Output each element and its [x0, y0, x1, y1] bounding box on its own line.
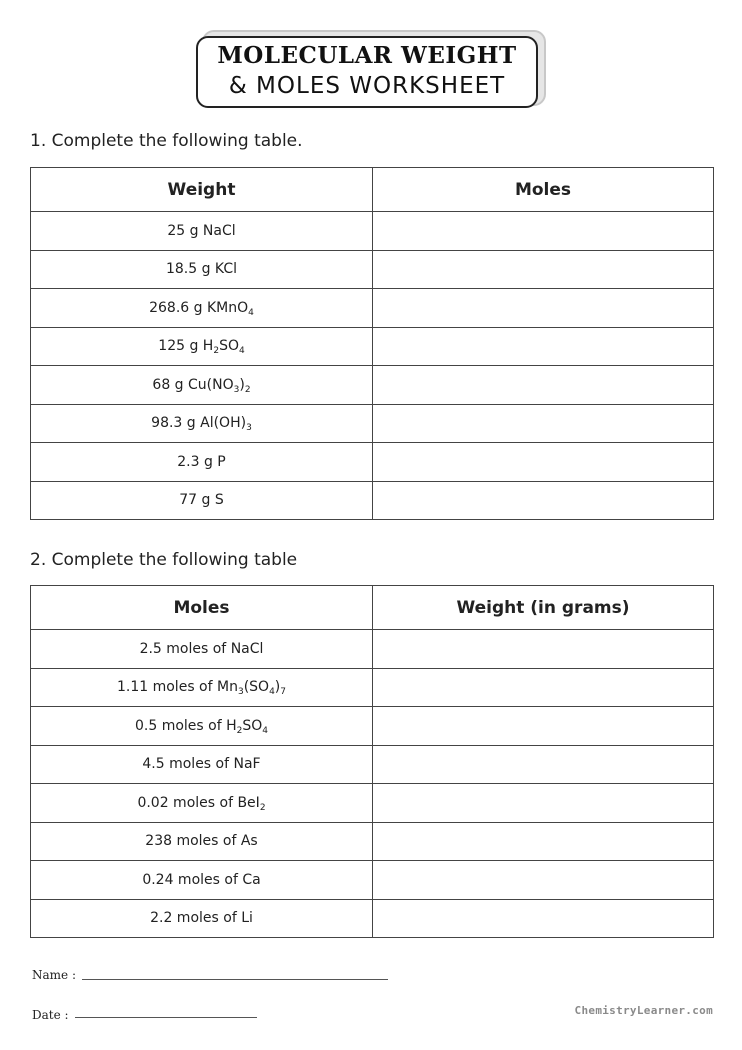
name-field[interactable]: [82, 979, 388, 980]
given-quantity-cell: [31, 707, 373, 746]
quantity-text: 125 g H: [158, 338, 214, 355]
quantity-text: 2.2 moles of Li: [150, 910, 253, 927]
given-quantity-cell: [31, 668, 373, 707]
answer-cell[interactable]: [373, 327, 714, 366]
answer-cell[interactable]: [373, 861, 714, 900]
given-quantity-cell: [31, 861, 373, 900]
title-line-2: & MOLES WORKSHEET: [228, 73, 506, 99]
table-row: [31, 481, 714, 520]
table-row: [31, 707, 714, 746]
subscript: 4: [262, 725, 268, 736]
table-row: [31, 668, 714, 707]
quantity-text: 0.02 moles of BeI: [137, 794, 260, 811]
subscript: 2: [259, 802, 266, 813]
table-row: [31, 443, 714, 482]
table-row: [31, 745, 714, 784]
table-row: [31, 822, 714, 861]
given-quantity-cell: [31, 404, 373, 443]
given-quantity-cell: [31, 212, 373, 251]
question-2-prompt: 2. Complete the following table: [30, 550, 298, 570]
subscript: 3: [233, 384, 240, 395]
given-quantity-cell: [31, 481, 373, 520]
column-header-moles: Moles: [373, 168, 714, 212]
date-field[interactable]: [75, 1017, 257, 1018]
quantity-text: 98.3 g Al(OH): [151, 415, 247, 432]
answer-cell[interactable]: [373, 289, 714, 328]
quantity-text: ): [239, 376, 245, 393]
subscript: 4: [248, 307, 254, 318]
title-line-1: MOLECULAR WEIGHT: [217, 42, 517, 69]
quantity-text: 68 g Cu(NO: [152, 376, 234, 393]
given-quantity-cell: [31, 745, 373, 784]
quantity-text: 25 g NaCl: [167, 222, 236, 239]
date-label: Date :: [32, 1008, 69, 1022]
subscript: 4: [269, 687, 275, 698]
worksheet-title: [196, 30, 542, 108]
weight-to-moles-table: [30, 167, 714, 520]
quantity-text: 268.6 g KMnO: [149, 299, 249, 316]
table-row: [31, 899, 714, 938]
answer-cell[interactable]: [373, 481, 714, 520]
given-quantity-cell: [31, 784, 373, 823]
answer-cell[interactable]: [373, 899, 714, 938]
quantity-text: 2.5 moles of NaCl: [139, 640, 264, 657]
table-header-row: [31, 168, 714, 212]
table-row: [31, 784, 714, 823]
quantity-text: SO: [242, 717, 263, 734]
quantity-text: 238 moles of As: [145, 833, 258, 850]
table-row: [31, 212, 714, 251]
moles-to-weight-table: [30, 585, 714, 938]
given-quantity-cell: [31, 366, 373, 405]
quantity-text: 77 g S: [179, 492, 224, 509]
given-quantity-cell: [31, 822, 373, 861]
subscript: 7: [280, 687, 286, 698]
answer-cell[interactable]: [373, 822, 714, 861]
table-row: [31, 366, 714, 405]
subscript: 3: [246, 423, 252, 434]
quantity-text: 1.11 moles of Mn: [116, 679, 238, 696]
answer-cell[interactable]: [373, 366, 714, 405]
quantity-text: 0.5 moles of H: [134, 717, 237, 734]
quantity-text: 0.24 moles of Ca: [142, 871, 261, 888]
answer-cell[interactable]: [373, 443, 714, 482]
question-1-prompt: 1. Complete the following table.: [30, 131, 303, 151]
table-row: [31, 630, 714, 669]
answer-cell[interactable]: [373, 404, 714, 443]
table-row: [31, 327, 714, 366]
column-header-weight: Weight: [31, 168, 373, 212]
subscript: 2: [244, 384, 251, 395]
column-header-moles: Moles: [31, 586, 373, 630]
quantity-text: 2.3 g P: [177, 453, 226, 470]
column-header-weight-grams: Weight (in grams): [373, 586, 714, 630]
table-row: [31, 289, 714, 328]
quantity-text: (SO: [243, 679, 270, 696]
name-label: Name :: [32, 968, 76, 982]
answer-cell[interactable]: [373, 784, 714, 823]
brand-watermark: ChemistryLearner.com: [574, 1004, 713, 1017]
answer-cell[interactable]: [373, 630, 714, 669]
subscript: 2: [236, 725, 243, 736]
answer-cell[interactable]: [373, 707, 714, 746]
given-quantity-cell: [31, 899, 373, 938]
subscript: 2: [213, 346, 220, 357]
given-quantity-cell: [31, 630, 373, 669]
table-row: [31, 861, 714, 900]
table-row: [31, 404, 714, 443]
given-quantity-cell: [31, 250, 373, 289]
answer-cell[interactable]: [373, 668, 714, 707]
title-box: [196, 36, 538, 108]
quantity-text: 18.5 g KCl: [165, 261, 238, 278]
answer-cell[interactable]: [373, 250, 714, 289]
given-quantity-cell: [31, 289, 373, 328]
quantity-text: 4.5 moles of NaF: [142, 756, 261, 773]
given-quantity-cell: [31, 327, 373, 366]
table-header-row: [31, 586, 714, 630]
quantity-text: SO: [219, 338, 239, 355]
answer-cell[interactable]: [373, 212, 714, 251]
answer-cell[interactable]: [373, 745, 714, 784]
subscript: 3: [237, 687, 244, 698]
subscript: 4: [238, 346, 245, 357]
quantity-text: ): [274, 679, 281, 696]
table-row: [31, 250, 714, 289]
given-quantity-cell: [31, 443, 373, 482]
